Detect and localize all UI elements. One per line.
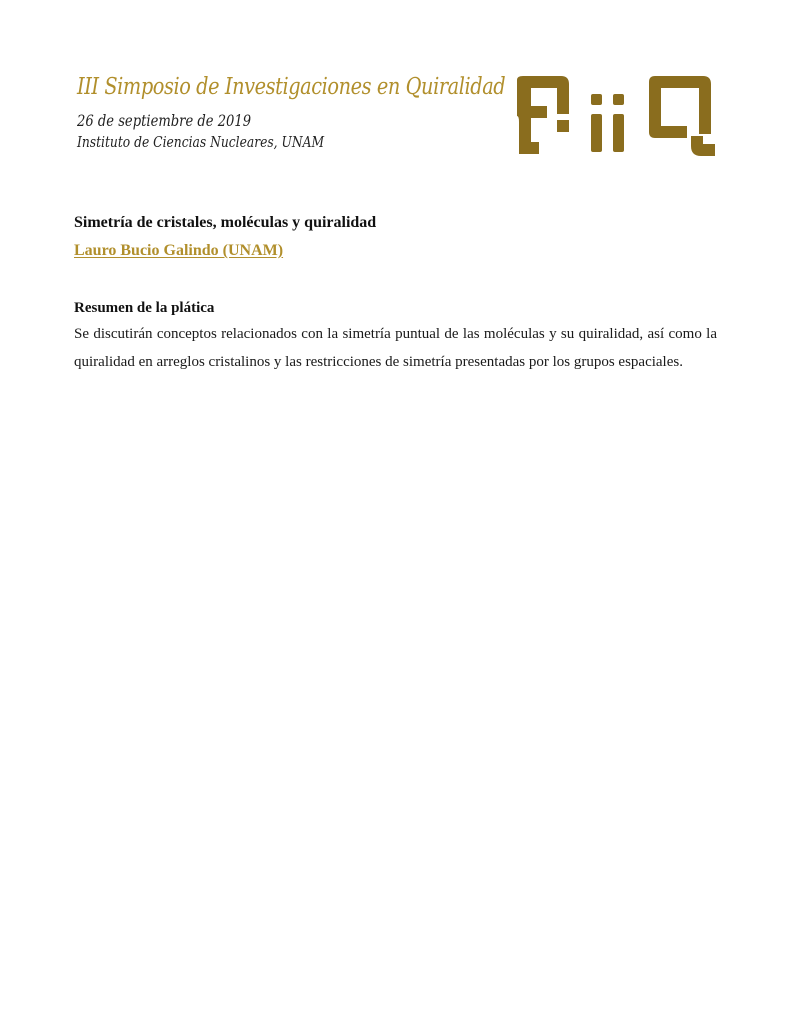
page-header — [0, 0, 791, 170]
talk-title: Simetría de cristales, moléculas y quiralidad — [74, 214, 377, 231]
abstract-body: Se discutirán conceptos relacionados con la simetría puntual de las moléculas y su quiralidad, así como la quiralidad en arreglos cristalinos y las restricciones de simetría presentadas por los grupos espaciales. — [74, 326, 717, 370]
siiq-logo-icon — [517, 76, 715, 156]
abstract-heading: Resumen de la plática — [74, 300, 215, 316]
event-title: III Simposio de Investigaciones en Quiralidad — [77, 74, 506, 100]
talk-content — [74, 210, 717, 376]
event-venue: Instituto de Ciencias Nucleares, UNAM — [77, 133, 325, 151]
event-date: 26 de septiembre de 2019 — [77, 111, 252, 130]
speaker-link[interactable]: Lauro Bucio Galindo (UNAM) — [74, 242, 284, 259]
